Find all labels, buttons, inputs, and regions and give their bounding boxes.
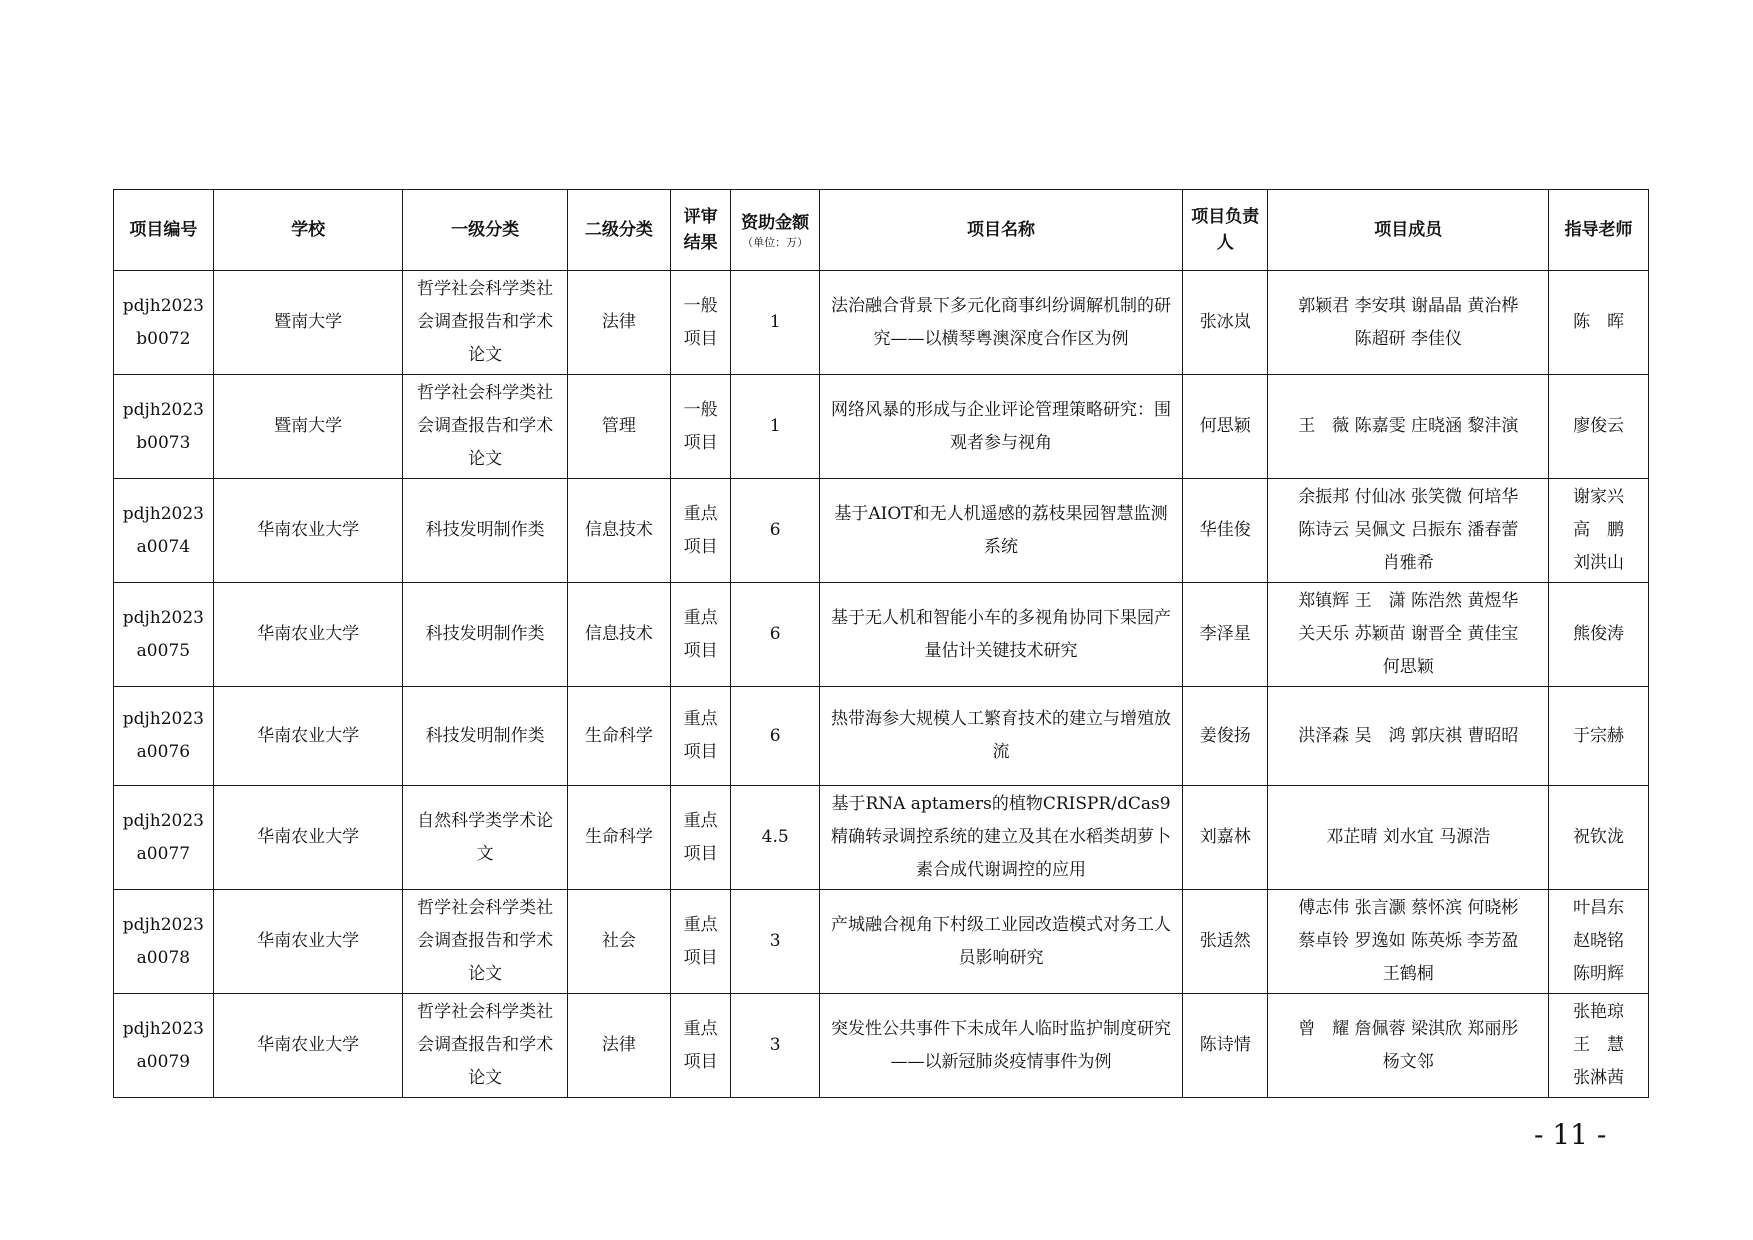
- table-row: [114, 994, 1649, 1098]
- review-result-cell: 重点项目: [670, 994, 730, 1098]
- school-cell: 华南农业大学: [213, 994, 403, 1098]
- advisor-cell-line: 陈明辉: [1573, 964, 1625, 984]
- advisor-cell-line: 高 鹏: [1573, 520, 1625, 540]
- members-cell-line: 肖雅希: [1382, 553, 1434, 573]
- members-cell-line: 王 薇 陈嘉雯 庄晓涵 黎沣演: [1298, 416, 1519, 436]
- header-funding: [731, 190, 820, 271]
- advisor-cell-line: 谢家兴: [1573, 487, 1625, 507]
- project-name-cell: 热带海参大规模人工繁育技术的建立与增殖放流: [820, 687, 1183, 786]
- members-cell-line: 曾 耀 詹佩蓉 梁淇欣 郑丽彤: [1298, 1018, 1519, 1039]
- funding-cell: 3: [731, 890, 820, 994]
- header-leader: 项目负责人: [1182, 190, 1268, 271]
- advisor-cell: [1549, 271, 1649, 375]
- funding-cell: 6: [731, 583, 820, 687]
- funding-cell: 4.5: [731, 786, 820, 890]
- advisor-cell: [1549, 994, 1649, 1098]
- project-id-cell: pdjh2023a0074: [114, 479, 214, 583]
- members-cell-line: 陈超研 李佳仪: [1354, 328, 1462, 349]
- project-table: [113, 189, 1649, 1098]
- members-cell: [1268, 687, 1549, 786]
- school-cell: 暨南大学: [213, 375, 403, 479]
- review-result-cell: 重点项目: [670, 583, 730, 687]
- header-category2: 二级分类: [567, 190, 670, 271]
- table-row: [114, 890, 1649, 994]
- members-cell: [1268, 479, 1549, 583]
- review-result-cell: 重点项目: [670, 687, 730, 786]
- category2-cell: 生命科学: [567, 687, 670, 786]
- project-id-cell: pdjh2023a0077: [114, 786, 214, 890]
- category2-cell: 社会: [567, 890, 670, 994]
- project-name-cell: 基于AIOT和无人机遥感的荔枝果园智慧监测系统: [820, 479, 1183, 583]
- project-id-cell: pdjh2023a0075: [114, 583, 214, 687]
- category2-cell: 管理: [567, 375, 670, 479]
- members-cell-line: 蔡卓铃 罗逸如 陈英烁 李芳盈: [1298, 931, 1519, 951]
- advisor-cell: [1549, 687, 1649, 786]
- category1-cell: 科技发明制作类: [403, 583, 567, 687]
- page-number: - 11 -: [1534, 1118, 1607, 1151]
- header-advisor: 指导老师: [1549, 190, 1649, 271]
- review-result-cell: 重点项目: [670, 479, 730, 583]
- table-header: [114, 190, 1649, 271]
- members-cell: [1268, 890, 1549, 994]
- category2-cell: 信息技术: [567, 479, 670, 583]
- header-funding-unit: （单位：万）: [742, 236, 809, 249]
- category1-cell: 自然科学类学术论文: [403, 786, 567, 890]
- project-id-cell: pdjh2023a0076: [114, 687, 214, 786]
- category1-cell: 哲学社会科学类社会调查报告和学术论文: [403, 890, 567, 994]
- category2-cell: 法律: [567, 994, 670, 1098]
- advisor-cell-line: 张淋茜: [1573, 1068, 1625, 1088]
- header-project-name: 项目名称: [820, 190, 1183, 271]
- category2-cell: 生命科学: [567, 786, 670, 890]
- category1-cell: 科技发明制作类: [403, 479, 567, 583]
- project-name-cell: 网络风暴的形成与企业评论管理策略研究：围观者参与视角: [820, 375, 1183, 479]
- members-cell-line: 何思颖: [1382, 657, 1434, 677]
- school-cell: 华南农业大学: [213, 583, 403, 687]
- school-cell: 华南农业大学: [213, 786, 403, 890]
- leader-cell: 李泽星: [1182, 583, 1268, 687]
- project-id-cell: pdjh2023a0079: [114, 994, 214, 1098]
- advisor-cell-line: 刘洪山: [1573, 553, 1625, 573]
- school-cell: 华南农业大学: [213, 479, 403, 583]
- header-category1: 一级分类: [403, 190, 567, 271]
- advisor-cell: [1549, 786, 1649, 890]
- review-result-cell: 重点项目: [670, 890, 730, 994]
- advisor-cell: [1549, 890, 1649, 994]
- advisor-cell-line: 叶昌东: [1573, 898, 1625, 918]
- advisor-cell-line: 于宗赫: [1573, 725, 1625, 746]
- category1-cell: 科技发明制作类: [403, 687, 567, 786]
- members-cell-line: 郑镇辉 王 潇 陈浩然 黄煜华: [1298, 591, 1519, 611]
- advisor-cell-line: 陈 晖: [1573, 312, 1625, 332]
- header-project-id: 项目编号: [114, 190, 214, 271]
- advisor-cell-line: 廖俊云: [1573, 416, 1625, 436]
- advisor-cell-line: 赵晓铭: [1573, 931, 1625, 951]
- review-result-cell: 重点项目: [670, 786, 730, 890]
- members-cell: [1268, 994, 1549, 1098]
- funding-cell: 1: [731, 271, 820, 375]
- category1-cell: 哲学社会科学类社会调查报告和学术论文: [403, 994, 567, 1098]
- header-members: 项目成员: [1268, 190, 1549, 271]
- header-review-result: 评审结果: [670, 190, 730, 271]
- leader-cell: 姜俊扬: [1182, 687, 1268, 786]
- leader-cell: 华佳俊: [1182, 479, 1268, 583]
- advisor-cell: [1549, 583, 1649, 687]
- review-result-cell: 一般项目: [670, 375, 730, 479]
- members-cell: [1268, 271, 1549, 375]
- header-funding-label: 资助金额: [741, 213, 810, 233]
- table-body: [114, 271, 1649, 1098]
- project-name-cell: 基于RNA aptamers的植物CRISPR/dCas9精确转录调控系统的建立及其在水稻类胡萝卜素合成代谢调控的应用: [820, 786, 1183, 890]
- members-cell-line: 邓芷晴 刘水宜 马源浩: [1326, 827, 1491, 847]
- category1-cell: 哲学社会科学类社会调查报告和学术论文: [403, 271, 567, 375]
- table-row: [114, 271, 1649, 375]
- members-cell-line: 王鹤桐: [1382, 964, 1434, 984]
- school-cell: 华南农业大学: [213, 890, 403, 994]
- category2-cell: 法律: [567, 271, 670, 375]
- members-cell-line: 陈诗云 吴佩文 吕振东 潘春蕾: [1298, 520, 1519, 540]
- advisor-cell: [1549, 375, 1649, 479]
- advisor-cell-line: 王 慧: [1573, 1035, 1625, 1055]
- table-row: [114, 687, 1649, 786]
- project-id-cell: pdjh2023b0072: [114, 271, 214, 375]
- leader-cell: 何思颖: [1182, 375, 1268, 479]
- table-row: [114, 375, 1649, 479]
- advisor-cell-line: 张艳琼: [1573, 1002, 1625, 1022]
- members-cell-line: 郭颖君 李安琪 谢晶晶 黄治桦: [1298, 295, 1519, 316]
- leader-cell: 刘嘉林: [1182, 786, 1268, 890]
- leader-cell: 张冰岚: [1182, 271, 1268, 375]
- category2-cell: 信息技术: [567, 583, 670, 687]
- funding-cell: 6: [731, 479, 820, 583]
- advisor-cell-line: 祝钦泷: [1573, 827, 1625, 847]
- members-cell-line: 余振邦 付仙冰 张笑微 何培华: [1298, 487, 1519, 507]
- funding-cell: 1: [731, 375, 820, 479]
- members-cell-line: 傅志伟 张言灏 蔡怀滨 何晓彬: [1298, 898, 1519, 918]
- members-cell: [1268, 375, 1549, 479]
- funding-cell: 6: [731, 687, 820, 786]
- members-cell-line: 关天乐 苏颖苗 谢晋全 黄佳宝: [1298, 624, 1519, 644]
- table-row: [114, 479, 1649, 583]
- members-cell-line: 洪泽森 吴 鸿 郭庆祺 曹昭昭: [1298, 725, 1519, 746]
- table-row: [114, 583, 1649, 687]
- advisor-cell: [1549, 479, 1649, 583]
- members-cell: [1268, 786, 1549, 890]
- funding-cell: 3: [731, 994, 820, 1098]
- project-id-cell: pdjh2023b0073: [114, 375, 214, 479]
- project-name-cell: 产城融合视角下村级工业园改造模式对务工人员影响研究: [820, 890, 1183, 994]
- project-name-cell: 法治融合背景下多元化商事纠纷调解机制的研究——以横琴粤澳深度合作区为例: [820, 271, 1183, 375]
- review-result-cell: 一般项目: [670, 271, 730, 375]
- leader-cell: 陈诗情: [1182, 994, 1268, 1098]
- advisor-cell-line: 熊俊涛: [1573, 624, 1625, 644]
- table-row: [114, 786, 1649, 890]
- project-id-cell: pdjh2023a0078: [114, 890, 214, 994]
- school-cell: 暨南大学: [213, 271, 403, 375]
- school-cell: 华南农业大学: [213, 687, 403, 786]
- project-name-cell: 基于无人机和智能小车的多视角协同下果园产量估计关键技术研究: [820, 583, 1183, 687]
- header-school: 学校: [213, 190, 403, 271]
- members-cell-line: 杨文邻: [1382, 1051, 1434, 1072]
- leader-cell: 张适然: [1182, 890, 1268, 994]
- project-name-cell: 突发性公共事件下未成年人临时监护制度研究——以新冠肺炎疫情事件为例: [820, 994, 1183, 1098]
- category1-cell: 哲学社会科学类社会调查报告和学术论文: [403, 375, 567, 479]
- members-cell: [1268, 583, 1549, 687]
